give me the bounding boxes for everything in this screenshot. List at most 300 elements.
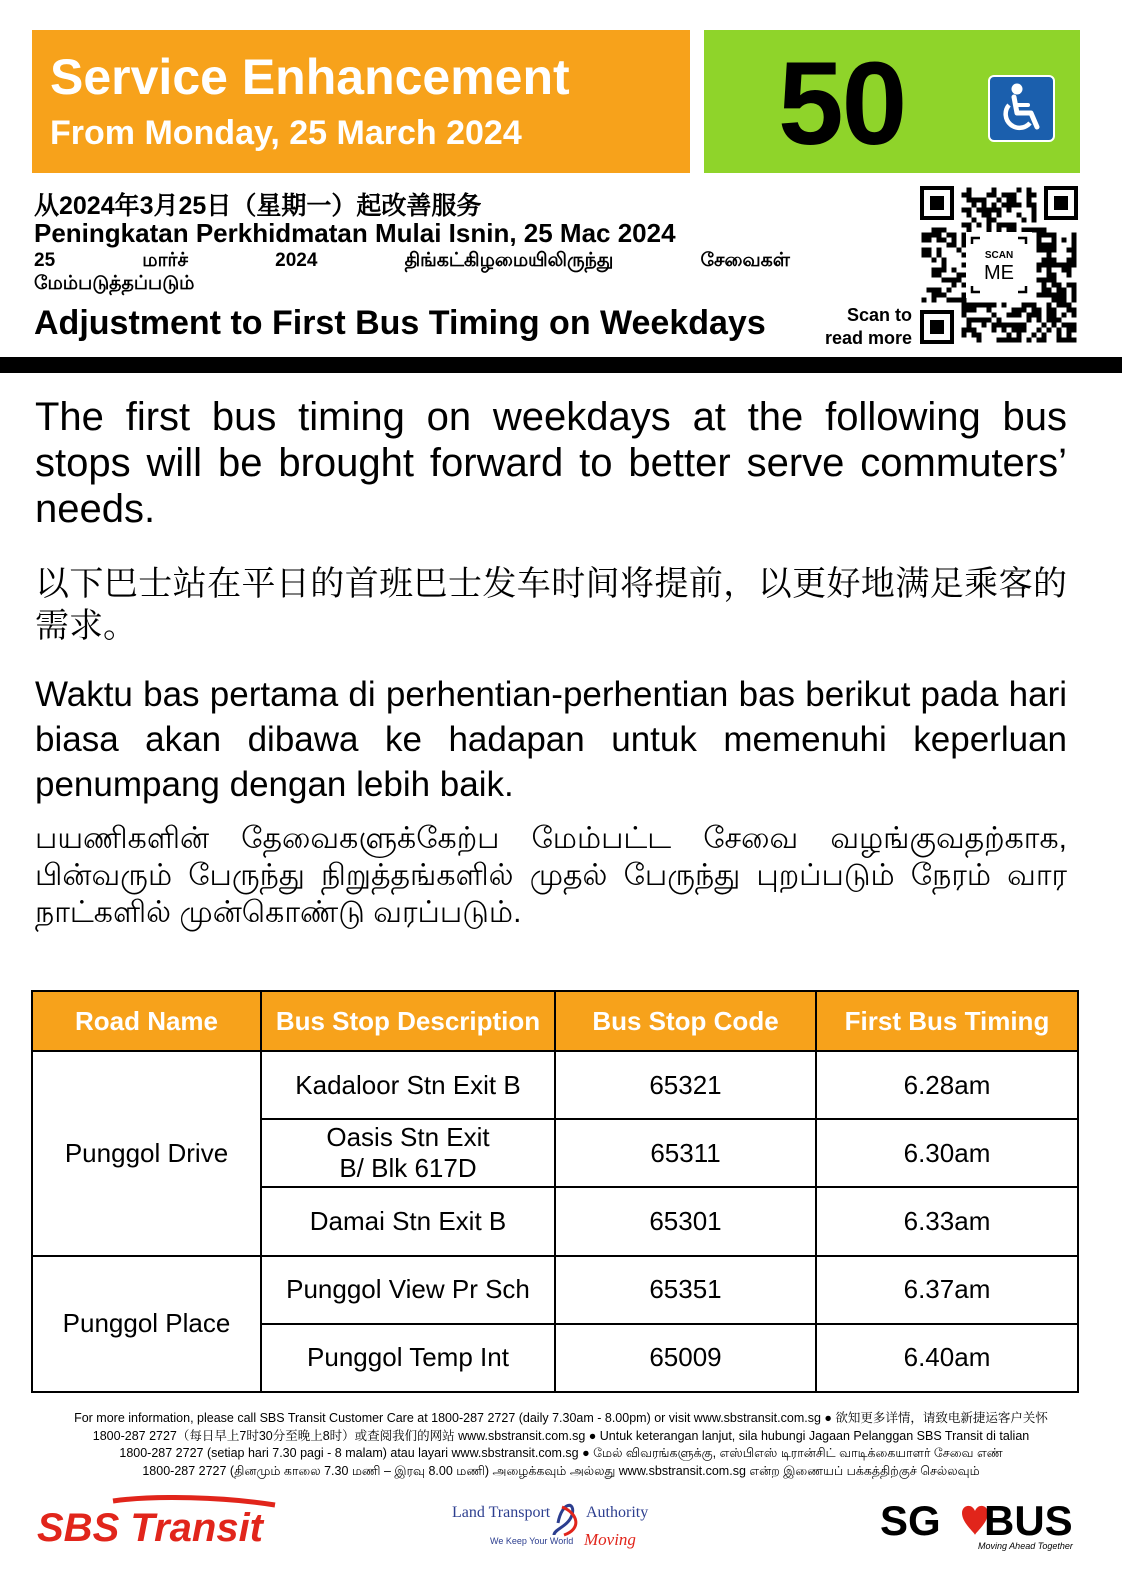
- qr-module: [1017, 308, 1022, 313]
- qr-module: [1072, 308, 1077, 313]
- qr-module: [962, 308, 967, 313]
- qr-module: [1052, 283, 1057, 288]
- qr-module: [1037, 338, 1042, 343]
- qr-module: [942, 228, 947, 233]
- qr-module: [962, 233, 967, 238]
- qr-module: [1032, 333, 1037, 338]
- qr-module: [1022, 303, 1027, 308]
- qr-module: [1052, 308, 1057, 313]
- qr-module: [972, 318, 977, 323]
- qr-module: [997, 198, 1002, 203]
- qr-module: [1047, 263, 1052, 268]
- qr-module: [1047, 308, 1052, 313]
- qr-module: [1067, 268, 1072, 273]
- body-english: The first bus timing on weekdays at the following bus stops will be brought forward to better serve commuters’ needs.: [35, 395, 1067, 531]
- qr-module: [1017, 188, 1022, 193]
- scan-prompt: [812, 304, 912, 350]
- qr-module: [1062, 263, 1067, 268]
- qr-module: [1067, 283, 1072, 288]
- qr-module: [987, 308, 992, 313]
- qr-module: [1042, 293, 1047, 298]
- bus-stop-description-cell: Punggol View Pr Sch: [261, 1256, 555, 1324]
- qr-module: [1047, 303, 1052, 308]
- sgbus-logo-sg: SG: [880, 1497, 941, 1544]
- qr-module: [947, 233, 952, 238]
- lta-emblem: [554, 1505, 576, 1535]
- qr-module: [942, 268, 947, 273]
- table-header-row: [32, 991, 1078, 1051]
- footer-line: 1800-287 2727（每日早上7时30分至晚上8时）或查阅我们的网站 www.sbstransit.com.sg ● Untuk keterangan lanjut, sila hubungi Jagaan Pelanggan SBS Transit di talian: [92, 1428, 1030, 1443]
- qr-module: [1027, 313, 1032, 318]
- route-banner: [704, 30, 1080, 173]
- tamil-word: 25: [34, 250, 56, 271]
- first-bus-timing-cell: 6.33am: [816, 1187, 1078, 1255]
- qr-module: [972, 198, 977, 203]
- page-title: Service Enhancement: [50, 49, 570, 105]
- qr-module: [947, 243, 952, 248]
- qr-module: [1072, 293, 1077, 298]
- qr-module: [967, 193, 972, 198]
- qr-module: [1057, 318, 1062, 323]
- qr-module: [962, 313, 967, 318]
- qr-module: [982, 213, 987, 218]
- qr-module: [1032, 308, 1037, 313]
- qr-module: [957, 298, 962, 303]
- qr-module: [937, 228, 942, 233]
- bus-stop-code-cell: 65321: [555, 1051, 816, 1119]
- qr-module: [1002, 223, 1007, 228]
- qr-module: [1042, 288, 1047, 293]
- qr-module: [1072, 328, 1077, 333]
- qr-module: [937, 293, 942, 298]
- qr-module: [977, 318, 982, 323]
- road-name-cell: Punggol Drive: [32, 1051, 261, 1256]
- qr-module: [1052, 293, 1057, 298]
- qr-module: [942, 293, 947, 298]
- lta-logo-text-left: Land Transport: [452, 1504, 551, 1521]
- qr-module: [937, 253, 942, 258]
- qr-module: [1062, 323, 1067, 328]
- qr-module: [1007, 198, 1012, 203]
- qr-module: [932, 233, 937, 238]
- bus-stop-code-cell: 65301: [555, 1187, 816, 1255]
- qr-module: [1057, 263, 1062, 268]
- scan-prompt-line2: read more: [824, 328, 912, 348]
- qr-module: [1012, 203, 1017, 208]
- qr-module: [992, 303, 997, 308]
- bus-stop-code-cell: 65311: [555, 1119, 816, 1187]
- qr-module: [1017, 338, 1022, 343]
- qr-module: [1037, 313, 1042, 318]
- qr-module: [1047, 328, 1052, 333]
- qr-module: [1037, 308, 1042, 313]
- qr-module: [1062, 238, 1067, 243]
- qr-module: [977, 338, 982, 343]
- qr-module: [1047, 253, 1052, 258]
- qr-module: [962, 263, 967, 268]
- qr-module: [942, 238, 947, 243]
- qr-module: [1047, 288, 1052, 293]
- qr-module: [1047, 248, 1052, 253]
- qr-module: [922, 253, 927, 258]
- qr-module: [1007, 313, 1012, 318]
- bus-stop-table: [31, 990, 1079, 1393]
- effective-date: From Monday, 25 March 2024: [50, 114, 522, 152]
- qr-module: [997, 208, 1002, 213]
- qr-module: [1037, 318, 1042, 323]
- qr-module: [1057, 288, 1062, 293]
- qr-module: [927, 248, 932, 253]
- qr-module: [1057, 333, 1062, 338]
- qr-module: [1052, 323, 1057, 328]
- tamil-word: திங்கட்கிழமையிலிருந்து: [404, 250, 614, 271]
- qr-module: [1012, 328, 1017, 333]
- qr-module: [1062, 313, 1067, 318]
- qr-module: [972, 308, 977, 313]
- qr-module: [1067, 303, 1072, 308]
- qr-module: [937, 238, 942, 243]
- qr-module: [1037, 268, 1042, 273]
- bus-stop-description-cell: Kadaloor Stn Exit B: [261, 1051, 555, 1119]
- divider: [0, 357, 1122, 373]
- qr-module: [962, 283, 967, 288]
- qr-module: [1012, 313, 1017, 318]
- first-bus-timing-cell: 6.30am: [816, 1119, 1078, 1187]
- qr-module: [1072, 238, 1077, 243]
- bus-stop-code-cell: 65009: [555, 1324, 816, 1392]
- wheelchair-accessible-icon: [988, 75, 1055, 142]
- qr-module: [1037, 293, 1042, 298]
- qr-module: [997, 338, 1002, 343]
- qr-module: [932, 268, 937, 273]
- qr-module: [987, 303, 992, 308]
- sgbus-tagline: Moving Ahead Together: [978, 1541, 1073, 1551]
- qr-module: [992, 328, 997, 333]
- qr-module: [1017, 213, 1022, 218]
- qr-module: [967, 323, 972, 328]
- qr-module: [1007, 208, 1012, 213]
- qr-module: [967, 308, 972, 313]
- qr-module: [962, 293, 967, 298]
- qr-module: [922, 238, 927, 243]
- qr-module: [987, 318, 992, 323]
- header-road-name: Road Name: [32, 991, 261, 1051]
- qr-module: [1012, 323, 1017, 328]
- qr-module: [1032, 228, 1037, 233]
- qr-module: [1027, 198, 1032, 203]
- qr-module: [1052, 238, 1057, 243]
- bus-stop-code-cell: 65351: [555, 1256, 816, 1324]
- qr-module: [962, 193, 967, 198]
- bus-stop-description-cell: Damai Stn Exit B: [261, 1187, 555, 1255]
- qr-module: [1052, 258, 1057, 263]
- qr-module: [977, 208, 982, 213]
- qr-module: [932, 298, 937, 303]
- subtitle-chinese: 从2024年3月25日（星期一）起改善服务: [34, 192, 482, 220]
- qr-module: [1012, 228, 1017, 233]
- qr-module: [1052, 278, 1057, 283]
- qr-module: [967, 303, 972, 308]
- qr-module: [977, 223, 982, 228]
- qr-module: [952, 243, 957, 248]
- qr-module: [932, 293, 937, 298]
- qr-module: [947, 298, 952, 303]
- qr-module: [1012, 198, 1017, 203]
- qr-module: [1052, 233, 1057, 238]
- qr-module: [1072, 338, 1077, 343]
- qr-module: [962, 333, 967, 338]
- qr-module: [982, 203, 987, 208]
- qr-module: [1037, 243, 1042, 248]
- qr-module: [1027, 188, 1032, 193]
- header-first-bus-timing: First Bus Timing: [816, 991, 1078, 1051]
- qr-module: [967, 318, 972, 323]
- qr-module: [1007, 338, 1012, 343]
- qr-module: [977, 333, 982, 338]
- qr-module: [1017, 328, 1022, 333]
- qr-module: [1042, 228, 1047, 233]
- lta-tagline: We Keep Your World: [490, 1536, 574, 1546]
- qr-module: [1057, 298, 1062, 303]
- qr-module: [927, 253, 932, 258]
- qr-module: [1072, 313, 1077, 318]
- qr-module: [992, 188, 997, 193]
- qr-module: [1002, 193, 1007, 198]
- qr-module: [1042, 323, 1047, 328]
- qr-module: [932, 288, 937, 293]
- footer-line: 1800-287 2727 (தினமும் காலை 7.30 மணி – இரவு 8.00 மணி) அழைக்கவும் அல்லது www.sbstransit.com.sg என்ற இணையப் பக்கத்திற்குச் செல்லவும்: [142, 1463, 980, 1478]
- lta-logo: [450, 1495, 660, 1555]
- qr-module: [1062, 288, 1067, 293]
- subtitle-malay: Peningkatan Perkhidmatan Mulai Isnin, 25 Mac 2024: [34, 218, 676, 248]
- qr-module: [942, 278, 947, 283]
- qr-module: [1017, 203, 1022, 208]
- qr-module: [1067, 328, 1072, 333]
- qr-badge-top: SCAN: [984, 250, 1014, 261]
- qr-module: [987, 213, 992, 218]
- sbs-transit-logo: [35, 1495, 295, 1555]
- qr-module: [1067, 323, 1072, 328]
- body-chinese: 以下巴士站在平日的首班巴士发车时间将提前，以更好地满足乘客的需求。: [35, 565, 1067, 645]
- qr-module: [1047, 243, 1052, 248]
- qr-module: [1002, 338, 1007, 343]
- qr-module: [992, 208, 997, 213]
- qr-module: [962, 208, 967, 213]
- qr-module: [922, 298, 927, 303]
- qr-module: [1017, 333, 1022, 338]
- qr-module: [997, 213, 1002, 218]
- sgbus-logo-bus: BUS: [984, 1497, 1073, 1544]
- qr-module: [1072, 233, 1077, 238]
- qr-module: [1072, 298, 1077, 303]
- qr-code[interactable]: [920, 186, 1078, 344]
- qr-module: [1052, 273, 1057, 278]
- qr-module: [1067, 263, 1072, 268]
- qr-module: [987, 208, 992, 213]
- qr-module: [1047, 233, 1052, 238]
- qr-module: [1022, 218, 1027, 223]
- subtitle-tamil-line2: மேம்படுத்தப்படும்: [34, 273, 195, 294]
- qr-module: [967, 328, 972, 333]
- qr-module: [1067, 273, 1072, 278]
- qr-module: [992, 203, 997, 208]
- qr-module: [1032, 193, 1037, 198]
- qr-module: [957, 273, 962, 278]
- qr-module: [1067, 258, 1072, 263]
- qr-module: [1042, 258, 1047, 263]
- qr-module: [927, 233, 932, 238]
- qr-module: [952, 233, 957, 238]
- qr-module: [1047, 258, 1052, 263]
- qr-module: [1047, 273, 1052, 278]
- qr-module: [937, 268, 942, 273]
- qr-module: [1042, 263, 1047, 268]
- qr-module: [1052, 263, 1057, 268]
- qr-module: [922, 248, 927, 253]
- qr-module: [1072, 248, 1077, 253]
- qr-module: [967, 228, 972, 233]
- qr-module: [962, 303, 967, 308]
- qr-module: [1072, 258, 1077, 263]
- qr-module: [1047, 278, 1052, 283]
- qr-module: [1072, 263, 1077, 268]
- lta-tagline-moving: Moving: [584, 1530, 636, 1549]
- qr-module: [992, 193, 997, 198]
- qr-module: [987, 193, 992, 198]
- qr-module: [1072, 323, 1077, 328]
- qr-module: [932, 273, 937, 278]
- qr-module: [1027, 193, 1032, 198]
- qr-module: [987, 218, 992, 223]
- first-bus-timing-cell: 6.40am: [816, 1324, 1078, 1392]
- qr-module: [1007, 333, 1012, 338]
- qr-module: [1012, 193, 1017, 198]
- qr-module: [1062, 303, 1067, 308]
- qr-module: [1047, 318, 1052, 323]
- qr-module: [957, 248, 962, 253]
- qr-module: [1002, 203, 1007, 208]
- qr-module: [982, 323, 987, 328]
- qr-badge-bottom: ME: [984, 262, 1014, 284]
- route-number: 50: [778, 38, 906, 170]
- qr-module: [977, 198, 982, 203]
- qr-module: [1002, 328, 1007, 333]
- qr-module: [947, 288, 952, 293]
- qr-module: [1052, 313, 1057, 318]
- qr-module: [937, 248, 942, 253]
- qr-module: [1047, 268, 1052, 273]
- qr-module: [1037, 263, 1042, 268]
- qr-module: [937, 233, 942, 238]
- qr-module: [1067, 338, 1072, 343]
- qr-module: [987, 223, 992, 228]
- qr-module: [1062, 293, 1067, 298]
- qr-module: [1062, 268, 1067, 273]
- table-row: [32, 1051, 1078, 1119]
- qr-module: [1052, 243, 1057, 248]
- qr-module: [932, 228, 937, 233]
- qr-module: [1017, 313, 1022, 318]
- qr-module: [1002, 303, 1007, 308]
- body-tamil: பயணிகளின் தேவைகளுக்கேற்ப மேம்பட்ட சேவை வழங்குவதற்காக, பின்வரும் பேருந்து நிறுத்தங்களில் முதல் பேருந்து புறப்படும் நேரம் வார நாட்களில் முன்கொண்டு வரப்படும்.: [35, 822, 1067, 929]
- qr-module: [1067, 333, 1072, 338]
- qr-module: [992, 313, 997, 318]
- qr-module: [932, 258, 937, 263]
- qr-module: [1042, 278, 1047, 283]
- qr-module: [1012, 308, 1017, 313]
- qr-module: [1057, 338, 1062, 343]
- qr-module: [972, 333, 977, 338]
- qr-module: [952, 283, 957, 288]
- qr-module: [1042, 243, 1047, 248]
- qr-module: [1057, 283, 1062, 288]
- footer-line: For more information, please call SBS Transit Customer Care at 1800-287 2727 (daily 7.30am - 8.00pm) or visit www.sbstransit.com.sg ● 欲知更多详情，请致电新捷运客户关怀: [74, 1411, 1048, 1425]
- qr-module: [957, 278, 962, 283]
- qr-module: [977, 303, 982, 308]
- qr-module: [1037, 248, 1042, 253]
- qr-module: [937, 288, 942, 293]
- qr-module: [967, 208, 972, 213]
- tamil-word: சேவைகள்: [700, 250, 790, 271]
- subtitle-tamil-line1: [34, 250, 790, 274]
- qr-module: [927, 288, 932, 293]
- qr-module: [962, 238, 967, 243]
- qr-module: [1072, 243, 1077, 248]
- qr-module: [1007, 323, 1012, 328]
- qr-module: [1037, 228, 1042, 233]
- qr-module: [1032, 208, 1037, 213]
- qr-module: [982, 208, 987, 213]
- qr-module: [1027, 303, 1032, 308]
- qr-module: [962, 298, 967, 303]
- qr-module: [962, 243, 967, 248]
- qr-module: [1017, 323, 1022, 328]
- qr-module: [982, 318, 987, 323]
- qr-module: [937, 273, 942, 278]
- qr-module: [987, 228, 992, 233]
- qr-module: [1012, 338, 1017, 343]
- first-bus-timing-cell: 6.28am: [816, 1051, 1078, 1119]
- qr-module: [1007, 228, 1012, 233]
- sbs-transit-logo-text: SBS Transit: [37, 1506, 263, 1550]
- qr-module: [1072, 283, 1077, 288]
- qr-module: [967, 188, 972, 193]
- table-row: [32, 1256, 1078, 1324]
- qr-module: [1037, 278, 1042, 283]
- qr-module: [962, 273, 967, 278]
- qr-module: [967, 223, 972, 228]
- qr-module: [967, 213, 972, 218]
- qr-module: [1072, 253, 1077, 258]
- qr-module: [1022, 308, 1027, 313]
- footer-line: 1800-287 2727 (setiap hari 7.30 pagi - 8 malam) atau layari www.sbstransit.com.sg ● மேல் விவரங்களுக்கு, எஸ்பிஎஸ் டிரான்சிட் வாடிக்கையாளர் சேவை எண்: [119, 1446, 1003, 1460]
- qr-module: [1067, 308, 1072, 313]
- qr-module: [1032, 218, 1037, 223]
- qr-module: [997, 323, 1002, 328]
- qr-module: [982, 198, 987, 203]
- qr-module: [947, 278, 952, 283]
- bus-stop-description-cell: Oasis Stn Exit B/ Blk 617D: [261, 1119, 555, 1187]
- qr-module: [1022, 328, 1027, 333]
- first-bus-timing-cell: 6.37am: [816, 1256, 1078, 1324]
- qr-module: [1032, 313, 1037, 318]
- qr-module: [1052, 248, 1057, 253]
- qr-module: [1007, 193, 1012, 198]
- qr-module: [1057, 293, 1062, 298]
- qr-module: [1042, 248, 1047, 253]
- qr-module: [962, 253, 967, 258]
- qr-module: [1072, 288, 1077, 293]
